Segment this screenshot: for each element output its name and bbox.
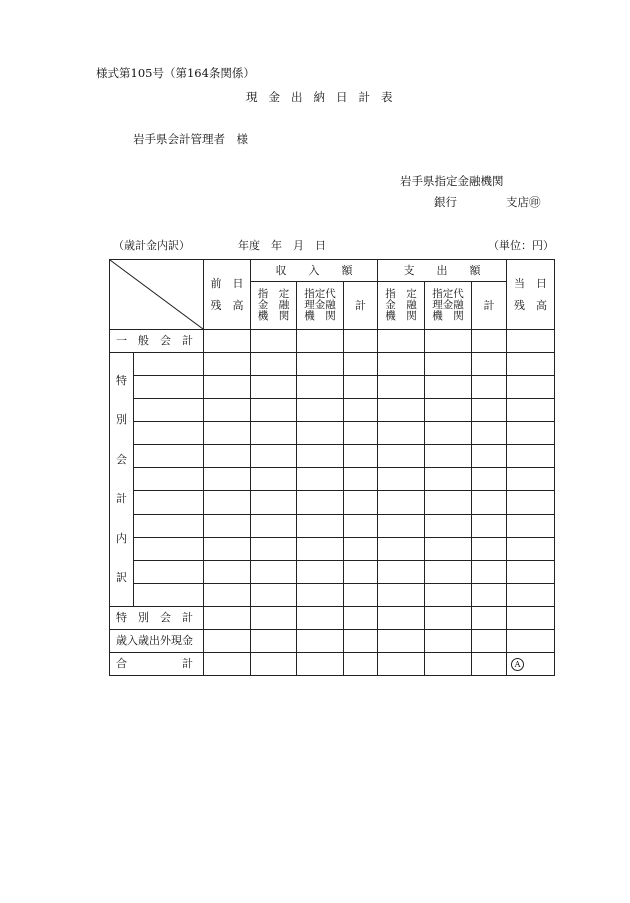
table-cell[interactable] — [378, 468, 425, 491]
table-cell[interactable] — [378, 445, 425, 468]
expense-designated-label: 指 定 金 融 機 関 — [385, 288, 417, 322]
table-cell[interactable] — [472, 514, 507, 537]
table-cell[interactable] — [425, 607, 472, 630]
prev-balance-header — [204, 260, 251, 330]
table-cell[interactable] — [507, 330, 555, 353]
table-row-special — [110, 537, 555, 560]
row-label-non-budget: 歳入歳出外現金 — [110, 630, 204, 653]
income-total-header: 計 — [344, 282, 378, 330]
table-cell[interactable] — [472, 445, 507, 468]
table-cell[interactable] — [204, 607, 251, 630]
table-cell[interactable] — [297, 583, 344, 606]
table-cell[interactable] — [378, 607, 425, 630]
table-cell[interactable] — [378, 376, 425, 399]
document-title: 現金出納日計表 — [246, 90, 404, 104]
table-cell[interactable] — [297, 330, 344, 353]
table-row-special — [110, 422, 555, 445]
diagonal-header-cell — [110, 260, 204, 330]
branch-label: 支店㊞ — [506, 195, 541, 209]
table-cell[interactable] — [344, 583, 378, 606]
table-cell[interactable] — [134, 468, 204, 491]
table-cell[interactable] — [378, 583, 425, 606]
table-row-special — [110, 491, 555, 514]
table-cell[interactable] — [344, 399, 378, 422]
table-cell[interactable] — [251, 468, 297, 491]
table-cell[interactable] — [425, 653, 472, 676]
prev-balance-top: 前 日 — [210, 276, 244, 290]
table-cell[interactable] — [251, 607, 297, 630]
table-cell[interactable] — [251, 630, 297, 653]
table-row-special — [110, 583, 555, 606]
table-cell[interactable] — [378, 330, 425, 353]
table-cell[interactable] — [378, 399, 425, 422]
table-cell[interactable] — [378, 353, 425, 376]
grand-total-current-balance-cell[interactable] — [507, 653, 555, 676]
table-cell[interactable] — [251, 491, 297, 514]
table-row-special — [110, 514, 555, 537]
table-cell[interactable] — [134, 537, 204, 560]
circled-a-mark: A — [511, 658, 524, 671]
table-cell[interactable] — [204, 330, 251, 353]
table-cell[interactable] — [472, 399, 507, 422]
table-cell[interactable] — [507, 491, 555, 514]
table-cell[interactable] — [425, 514, 472, 537]
table-cell[interactable] — [204, 445, 251, 468]
table-cell[interactable] — [344, 422, 378, 445]
addressee: 岩手県会計管理者 様 — [133, 132, 248, 146]
table-cell[interactable] — [507, 560, 555, 583]
table-cell[interactable] — [204, 399, 251, 422]
table-cell[interactable] — [204, 491, 251, 514]
table-cell[interactable] — [425, 583, 472, 606]
current-balance-top: 当 日 — [514, 276, 547, 290]
table-cell[interactable] — [297, 376, 344, 399]
special-vertical-label — [110, 353, 134, 607]
table-cell[interactable] — [472, 330, 507, 353]
table-cell[interactable] — [507, 445, 555, 468]
table-row-special — [110, 399, 555, 422]
table-cell[interactable] — [251, 514, 297, 537]
table-row-special — [110, 353, 555, 376]
unit-label: （単位：円） — [488, 239, 554, 252]
table-cell[interactable] — [204, 514, 251, 537]
table-cell[interactable] — [344, 560, 378, 583]
expense-header: 支 出 額 — [378, 260, 507, 282]
table-cell[interactable] — [297, 353, 344, 376]
table-cell[interactable] — [251, 583, 297, 606]
special-char: 計 — [116, 492, 127, 506]
table-cell[interactable] — [344, 376, 378, 399]
section-label: （歳計金内訳） — [113, 239, 190, 252]
special-char: 訳 — [116, 571, 127, 585]
table-cell[interactable] — [134, 445, 204, 468]
table-cell[interactable] — [425, 353, 472, 376]
table-cell[interactable] — [507, 376, 555, 399]
date-field: 年度 年 月 日 — [238, 239, 326, 252]
table-cell[interactable] — [134, 422, 204, 445]
table-cell[interactable] — [425, 468, 472, 491]
table-cell[interactable] — [297, 399, 344, 422]
table-cell[interactable] — [251, 353, 297, 376]
table-cell[interactable] — [472, 491, 507, 514]
table-cell[interactable] — [297, 491, 344, 514]
table-cell[interactable] — [425, 560, 472, 583]
expense-total-header: 計 — [472, 282, 507, 330]
table-row-non-budget — [110, 630, 555, 653]
table-row-special-total — [110, 607, 555, 630]
table-cell[interactable] — [251, 399, 297, 422]
table-cell[interactable] — [425, 630, 472, 653]
table-cell[interactable] — [507, 399, 555, 422]
table-row-special — [110, 468, 555, 491]
table-cell[interactable] — [204, 653, 251, 676]
table-cell[interactable] — [134, 514, 204, 537]
table-cell[interactable] — [344, 445, 378, 468]
table-cell[interactable] — [378, 630, 425, 653]
table-cell[interactable] — [425, 330, 472, 353]
table-cell[interactable] — [134, 583, 204, 606]
income-designated-label: 指 定 金 融 機 関 — [257, 288, 290, 322]
special-char: 別 — [116, 413, 127, 427]
table-row-special — [110, 376, 555, 399]
table-cell[interactable] — [134, 376, 204, 399]
table-cell[interactable] — [425, 399, 472, 422]
table-cell[interactable] — [204, 560, 251, 583]
table-cell[interactable] — [507, 537, 555, 560]
table-cell[interactable] — [378, 491, 425, 514]
table-cell[interactable] — [344, 607, 378, 630]
table-cell[interactable] — [204, 468, 251, 491]
table-cell[interactable] — [344, 353, 378, 376]
table-cell[interactable] — [204, 353, 251, 376]
table-cell[interactable] — [134, 399, 204, 422]
table-cell[interactable] — [344, 468, 378, 491]
expense-agent-label: 指定代 理金融 機 関 — [432, 288, 464, 322]
table-cell[interactable] — [297, 607, 344, 630]
table-cell[interactable] — [425, 376, 472, 399]
table-cell[interactable] — [251, 560, 297, 583]
income-designated-header — [251, 282, 297, 330]
special-char: 特 — [116, 373, 127, 387]
table-cell[interactable] — [425, 422, 472, 445]
bank-label: 銀行 — [434, 195, 457, 209]
table-row-special — [110, 560, 555, 583]
table-cell[interactable] — [204, 630, 251, 653]
table-cell[interactable] — [378, 653, 425, 676]
table-cell[interactable] — [297, 514, 344, 537]
table-cell[interactable] — [134, 560, 204, 583]
table-cell[interactable] — [344, 653, 378, 676]
table-cell[interactable] — [507, 514, 555, 537]
table-cell[interactable] — [204, 537, 251, 560]
row-label-general: 一 般 会 計 — [110, 330, 204, 353]
table-cell[interactable] — [251, 376, 297, 399]
table-cell[interactable] — [297, 468, 344, 491]
current-balance-header — [507, 260, 555, 330]
table-cell[interactable] — [507, 607, 555, 630]
table-cell[interactable] — [297, 537, 344, 560]
table-cell[interactable] — [297, 630, 344, 653]
table-row-grand-total — [110, 653, 555, 676]
table-cell[interactable] — [297, 653, 344, 676]
table-cell[interactable] — [472, 630, 507, 653]
table-cell[interactable] — [344, 491, 378, 514]
table-cell[interactable] — [507, 468, 555, 491]
table-cell[interactable] — [472, 422, 507, 445]
table-row-special — [110, 445, 555, 468]
table-cell[interactable] — [204, 376, 251, 399]
table-cell[interactable] — [251, 653, 297, 676]
table-cell[interactable] — [472, 376, 507, 399]
table-cell[interactable] — [472, 560, 507, 583]
current-balance-bottom: 残 高 — [514, 298, 547, 312]
table-cell[interactable] — [378, 560, 425, 583]
table-cell[interactable] — [204, 583, 251, 606]
table-cell[interactable] — [507, 630, 555, 653]
table-cell[interactable] — [507, 353, 555, 376]
table-cell[interactable] — [507, 422, 555, 445]
table-cell[interactable] — [297, 560, 344, 583]
income-header: 収 入 額 — [251, 260, 378, 282]
table-cell[interactable] — [344, 630, 378, 653]
table-cell[interactable] — [472, 353, 507, 376]
table-row-general — [110, 330, 555, 353]
table-cell[interactable] — [472, 653, 507, 676]
row-label-grand-total: 合 計 — [110, 653, 204, 676]
table-cell[interactable] — [204, 422, 251, 445]
cash-ledger-table — [109, 259, 555, 676]
income-agent-label: 指定代 理金融 機 関 — [304, 288, 336, 322]
table-cell[interactable] — [297, 445, 344, 468]
prev-balance-bottom: 残 高 — [210, 298, 244, 312]
table-cell[interactable] — [472, 537, 507, 560]
table-cell[interactable] — [344, 537, 378, 560]
expense-designated-header — [378, 282, 425, 330]
form-number: 様式第105号（第164条関係） — [96, 66, 255, 80]
table-cell[interactable] — [134, 353, 204, 376]
table-cell[interactable] — [378, 422, 425, 445]
table-cell[interactable] — [472, 583, 507, 606]
table-cell[interactable] — [507, 583, 555, 606]
special-char: 内 — [116, 531, 127, 545]
row-label-special-total: 特 別 会 計 — [110, 607, 204, 630]
table-cell[interactable] — [378, 514, 425, 537]
table-cell[interactable] — [251, 445, 297, 468]
table-cell[interactable] — [297, 422, 344, 445]
table-cell[interactable] — [425, 445, 472, 468]
table-cell[interactable] — [344, 514, 378, 537]
table-cell[interactable] — [425, 491, 472, 514]
table-cell[interactable] — [251, 537, 297, 560]
table-cell[interactable] — [425, 537, 472, 560]
table-cell[interactable] — [344, 330, 378, 353]
table-cell[interactable] — [251, 422, 297, 445]
expense-agent-header — [425, 282, 472, 330]
table-cell[interactable] — [378, 537, 425, 560]
institution-name: 岩手県指定金融機関 — [400, 174, 504, 188]
table-cell[interactable] — [472, 607, 507, 630]
income-agent-header — [297, 282, 344, 330]
table-cell[interactable] — [251, 330, 297, 353]
table-cell[interactable] — [472, 468, 507, 491]
special-char: 会 — [116, 452, 127, 466]
table-cell[interactable] — [134, 491, 204, 514]
